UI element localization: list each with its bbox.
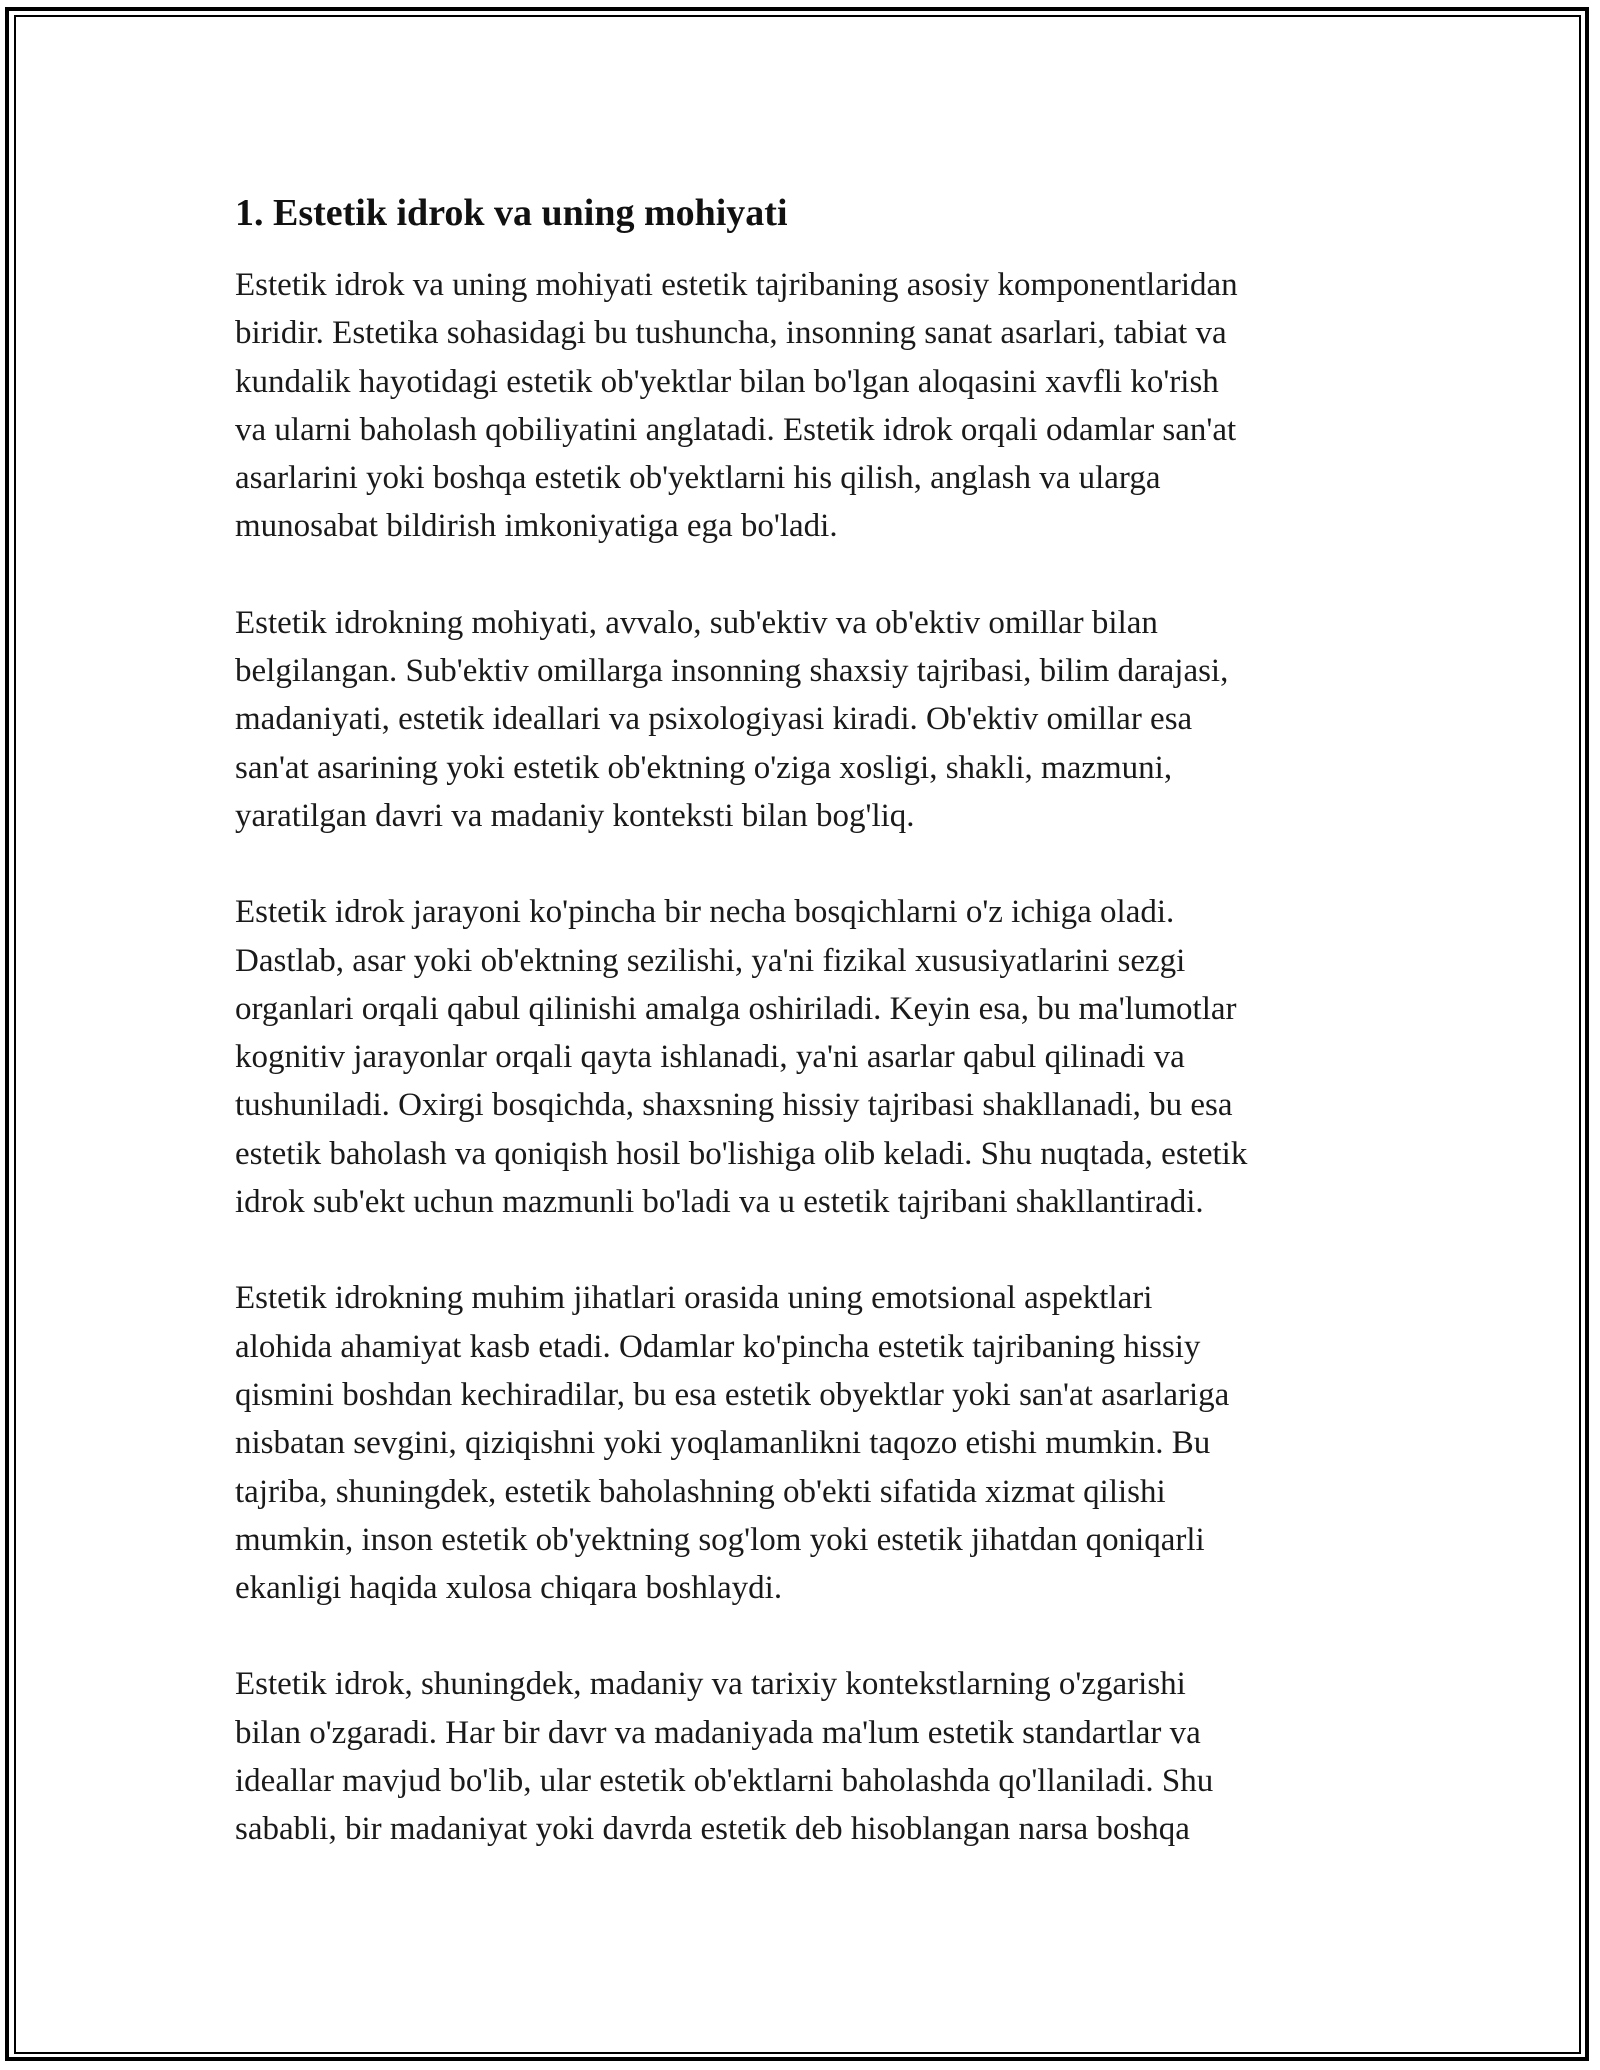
text-line: organlari orqali qabul qilinishi amalga oshiriladi. Keyin esa, bu ma'lumotlar bbox=[235, 990, 1237, 1027]
text-line: munosabat bildirish imkoniyatiga ega bo'ladi. bbox=[235, 508, 838, 545]
text-line: san'at asarining yoki estetik ob'ektning o'ziga xosligi, shakli, mazmuni, bbox=[235, 749, 1173, 786]
paragraph-3 bbox=[235, 888, 1375, 1226]
text-line: nisbatan sevgini, qiziqishni yoki yoqlamanlikni taqozo etishi mumkin. Bu bbox=[235, 1425, 1211, 1462]
text-line: biridir. Estetika sohasidagi bu tushuncha, insonning sanat asarlari, tabiat va bbox=[235, 315, 1227, 352]
text-line: tushuniladi. Oxirgi bosqichda, shaxsning hissiy tajribasi shakllanadi, bu esa bbox=[235, 1087, 1233, 1124]
text-line: sababli, bir madaniyat yoki davrda estetik deb hisoblangan narsa boshqa bbox=[235, 1811, 1190, 1848]
text-line: alohida ahamiyat kasb etadi. Odamlar ko'pincha estetik tajribaning hissiy bbox=[235, 1328, 1201, 1365]
text-line: tajriba, shuningdek, estetik baholashning ob'ekti sifatida xizmat qilishi bbox=[235, 1473, 1166, 1510]
text-line: belgilangan. Sub'ektiv omillarga insonning shaxsiy tajribasi, bilim darajasi, bbox=[235, 653, 1229, 690]
text-line: idrok sub'ekt uchun mazmunli bo'ladi va u estetik tajribani shakllantiradi. bbox=[235, 1184, 1204, 1221]
text-line: qismini boshdan kechiradilar, bu esa estetik obyektlar yoki san'at asarlariga bbox=[235, 1376, 1230, 1413]
text-line: kundalik hayotidagi estetik ob'yektlar bilan bo'lgan aloqasini xavfli ko'rish bbox=[235, 363, 1219, 400]
text-line: Estetik idrokning muhim jihatlari orasida uning emotsional aspektlari bbox=[235, 1280, 1153, 1317]
text-line: mumkin, inson estetik ob'yektning sog'lom yoki estetik jihatdan qoniqarli bbox=[235, 1521, 1205, 1558]
paragraph-1 bbox=[235, 261, 1375, 551]
text-line: madaniyati, estetik ideallari va psixologiyasi kiradi. Ob'ektiv omillar esa bbox=[235, 701, 1193, 738]
text-line: Estetik idrok va uning mohiyati estetik tajribaning asosiy komponentlaridan bbox=[235, 267, 1238, 303]
section-heading: 1. Estetik idrok va uning mohiyati bbox=[235, 192, 788, 234]
text-line: Estetik idrokning mohiyati, avvalo, sub'ektiv va ob'ektiv omillar bilan bbox=[235, 604, 1158, 641]
text-line: Estetik idrok, shuningdek, madaniy va tarixiy kontekstlarning o'zgarishi bbox=[235, 1666, 1186, 1703]
text-line: bilan o'zgaradi. Har bir davr va madaniyada ma'lum estetik standartlar va bbox=[235, 1714, 1201, 1751]
paragraph-5 bbox=[235, 1660, 1375, 1853]
text-line: Estetik idrok jarayoni ko'pincha bir necha bosqichlarni o'z ichiga oladi. bbox=[235, 894, 1175, 931]
text-line: kognitiv jarayonlar orqali qayta ishlanadi, ya'ni asarlar qabul qilinadi va bbox=[235, 1039, 1185, 1076]
paragraph-4 bbox=[235, 1274, 1375, 1612]
text-line: yaratilgan davri va madaniy konteksti bilan bog'liq. bbox=[235, 797, 915, 834]
text-line: estetik baholash va qoniqish hosil bo'lishiga olib keladi. Shu nuqtada, estetik bbox=[235, 1135, 1248, 1172]
text-line: asarlarini yoki boshqa estetik ob'yektlarni his qilish, anglash va ularga bbox=[235, 460, 1161, 497]
text-line: ekanligi haqida xulosa chiqara boshlaydi. bbox=[235, 1570, 783, 1607]
text-line: ideallar mavjud bo'lib, ular estetik ob'ektlarni baholashda qo'llaniladi. Shu bbox=[235, 1763, 1214, 1800]
text-line: Dastlab, asar yoki ob'ektning sezilishi, ya'ni fizikal xususiyatlarini sezgi bbox=[235, 942, 1186, 979]
paragraph-2 bbox=[235, 599, 1375, 840]
document-body bbox=[235, 185, 1375, 1902]
text-line: va ularni baholash qobiliyatini anglatadi. Estetik idrok orqali odamlar san'at bbox=[235, 411, 1237, 448]
